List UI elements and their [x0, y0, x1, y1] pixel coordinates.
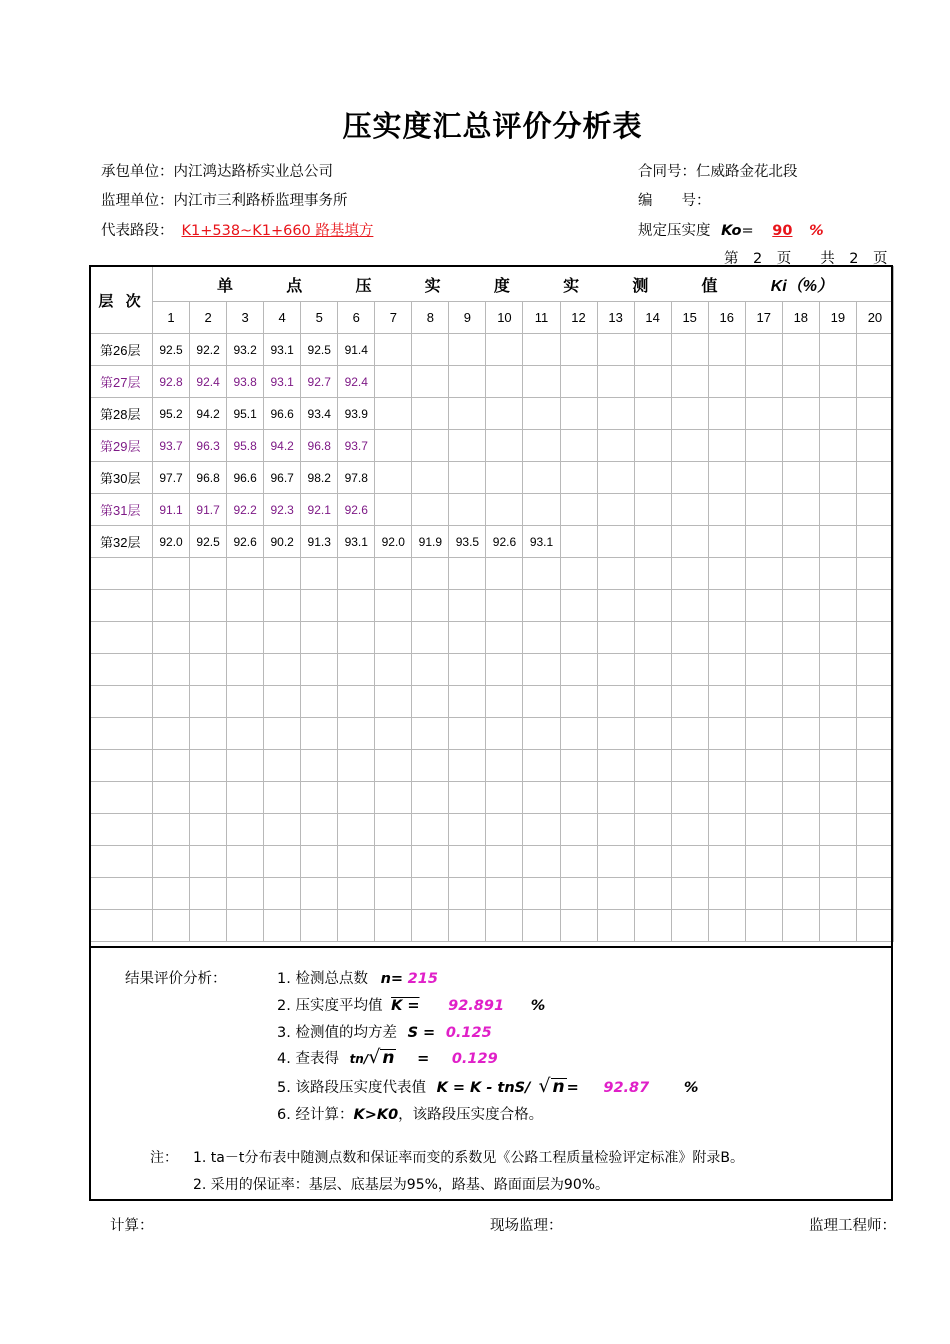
- table-cell: 97.7: [153, 462, 190, 494]
- layer-label: 第27层: [91, 366, 153, 398]
- column-number: 1: [153, 302, 190, 334]
- measure-symbol: Ki（%）: [770, 277, 833, 295]
- item1-value: 215: [407, 971, 438, 987]
- item4-text: 4. 查表得: [277, 1051, 339, 1067]
- standard-symbol: Ko: [721, 223, 742, 239]
- measure-header-char: 度: [493, 277, 510, 295]
- column-number: 5: [301, 302, 338, 334]
- column-number: 11: [523, 302, 560, 334]
- supervisor-value: 内江市三利路桥监理事务所: [173, 193, 348, 209]
- table-cell: 92.2: [190, 334, 227, 366]
- table-cell: 92.6: [338, 494, 375, 526]
- item4-value: 0.129: [451, 1051, 498, 1067]
- table-cell: 93.1: [523, 526, 560, 558]
- supervisor-label: 监理单位：: [101, 193, 174, 209]
- standard-eq: =: [741, 223, 754, 239]
- item5-n: n: [552, 1077, 565, 1097]
- item6-symbol: K>K0: [353, 1107, 399, 1123]
- standard-label: 规定压实度: [638, 223, 711, 239]
- table-cell: 95.2: [153, 398, 190, 430]
- table-cell: 93.1: [264, 366, 301, 398]
- item6-text: 6. 经计算：: [277, 1107, 354, 1123]
- column-number: 9: [449, 302, 486, 334]
- section-label: 代表路段：: [101, 223, 174, 239]
- item2-text: 2. 压实度平均值: [277, 998, 383, 1014]
- item3-symbol: S =: [407, 1025, 436, 1041]
- notes-label: 注：: [150, 1150, 178, 1166]
- table-cell: 93.1: [338, 526, 375, 558]
- supervisor-line: [101, 189, 348, 210]
- table-cell: 93.1: [264, 334, 301, 366]
- table-cell: 96.8: [301, 430, 338, 462]
- contractor-value: 内江鸿达路桥实业总公司: [173, 164, 333, 180]
- table-cell: 92.4: [338, 366, 375, 398]
- item2-symbol: K =: [391, 998, 420, 1014]
- section-value: K1+538~K1+660 路基填方: [181, 223, 374, 239]
- layer-header: 层 次: [91, 267, 153, 334]
- item6-rest: ，该路段压实度合格。: [398, 1107, 544, 1123]
- column-number: 20: [856, 302, 893, 334]
- table-cell: 93.4: [301, 398, 338, 430]
- column-number: 8: [412, 302, 449, 334]
- table-cell: 96.3: [190, 430, 227, 462]
- result-item-1: [277, 967, 438, 988]
- column-number: 14: [634, 302, 671, 334]
- page-title: 压实度汇总评价分析表: [342, 109, 643, 143]
- table-cell: 91.4: [338, 334, 375, 366]
- column-number: 3: [227, 302, 264, 334]
- table-cell: 93.5: [449, 526, 486, 558]
- contractor-line: [101, 160, 333, 181]
- layer-label: 第31层: [91, 494, 153, 526]
- table-cell: 92.5: [153, 334, 190, 366]
- result-label: 结果评价分析：: [125, 971, 227, 987]
- item3-value: 0.125: [445, 1025, 492, 1041]
- layer-label: 第26层: [91, 334, 153, 366]
- table-cell: 92.3: [264, 494, 301, 526]
- footer-engineer: 监理工程师：: [809, 1218, 896, 1234]
- standard-value: 90: [772, 223, 793, 239]
- column-number: 10: [486, 302, 523, 334]
- measure-header-char: 值: [701, 277, 718, 295]
- item4-n: n: [382, 1048, 395, 1068]
- page-indicator: 第 2 页 共 2 页: [724, 251, 888, 267]
- table-cell: 92.0: [153, 526, 190, 558]
- table-cell: 94.2: [190, 398, 227, 430]
- layer-label: 第28层: [91, 398, 153, 430]
- table-cell: 92.5: [301, 334, 338, 366]
- item5-symbol: K = K - tnS/: [436, 1080, 531, 1096]
- table-divider: [89, 946, 893, 948]
- table-cell: 93.2: [227, 334, 264, 366]
- table-cell: 92.8: [153, 366, 190, 398]
- footer-site-supervisor: 现场监理：: [490, 1218, 563, 1234]
- table-cell: 93.8: [227, 366, 264, 398]
- measure-header-char: 点: [286, 277, 303, 295]
- item1-text: 1. 检测总点数: [277, 971, 368, 987]
- contract-value: 仁威路金花北段: [696, 164, 798, 180]
- note-1: 1. ta－t分布表中随测点数和保证率而变的系数见《公路工程质量检验评定标准》附录B。: [193, 1150, 744, 1166]
- number-label: 编 号：: [638, 193, 711, 209]
- column-number: 18: [782, 302, 819, 334]
- table-cell: 91.7: [190, 494, 227, 526]
- result-item-2: [277, 994, 545, 1015]
- item1-symbol: n=: [380, 971, 404, 987]
- table-cell: 96.6: [264, 398, 301, 430]
- table-cell: 90.2: [264, 526, 301, 558]
- result-item-3: [277, 1021, 492, 1042]
- layer-label: 第32层: [91, 526, 153, 558]
- item5-value: 92.87: [603, 1080, 650, 1096]
- table-cell: 96.6: [227, 462, 264, 494]
- column-number: 4: [264, 302, 301, 334]
- item2-unit: %: [530, 998, 546, 1014]
- table-cell: 92.6: [227, 526, 264, 558]
- table-cell: 92.0: [375, 526, 412, 558]
- table-cell: 97.8: [338, 462, 375, 494]
- table-cell: 92.5: [190, 526, 227, 558]
- column-number: 16: [708, 302, 745, 334]
- table-cell: 91.9: [412, 526, 449, 558]
- table-cell: 93.7: [338, 430, 375, 462]
- result-item-6: [277, 1103, 543, 1124]
- measure-header-char: 实: [424, 277, 441, 295]
- table-cell: 93.7: [153, 430, 190, 462]
- item5-unit: %: [683, 1080, 699, 1096]
- result-item-5: 5. 该路段压实度代表值 K = K - tnS/ √ n = 92.87 %: [277, 1075, 699, 1097]
- table-cell: 92.1: [301, 494, 338, 526]
- measure-header-char: 压: [355, 277, 372, 295]
- column-number: 19: [819, 302, 856, 334]
- table-cell: 98.2: [301, 462, 338, 494]
- contract-line: [638, 160, 798, 181]
- table-cell: 91.1: [153, 494, 190, 526]
- item4-eq: =: [417, 1051, 430, 1067]
- item5-eq: =: [566, 1080, 579, 1096]
- table-cell: 96.8: [190, 462, 227, 494]
- table-cell: 92.7: [301, 366, 338, 398]
- table-cell: 96.7: [264, 462, 301, 494]
- column-number: 15: [671, 302, 708, 334]
- result-item-4: 4. 查表得 tn/√ n = 0.129: [277, 1046, 498, 1068]
- layer-label: 第30层: [91, 462, 153, 494]
- footer-calc: 计算：: [110, 1218, 154, 1234]
- standard-line: [638, 219, 824, 240]
- measure-header-char: 实: [563, 277, 580, 295]
- table-cell: 95.1: [227, 398, 264, 430]
- item4-symbol: tn/: [349, 1052, 369, 1066]
- column-number: 6: [338, 302, 375, 334]
- table-cell: 95.8: [227, 430, 264, 462]
- contract-label: 合同号：: [638, 164, 696, 180]
- column-number: 2: [190, 302, 227, 334]
- column-number: 17: [745, 302, 782, 334]
- measure-header-char: 测: [632, 277, 649, 295]
- column-number: 13: [597, 302, 634, 334]
- table-cell: 93.9: [338, 398, 375, 430]
- table-cell: 92.4: [190, 366, 227, 398]
- section-line: [101, 219, 377, 240]
- column-number: 7: [375, 302, 412, 334]
- item3-text: 3. 检测值的均方差: [277, 1025, 397, 1041]
- table-cell: 92.2: [227, 494, 264, 526]
- item5-text: 5. 该路段压实度代表值: [277, 1080, 426, 1096]
- table-cell: 92.6: [486, 526, 523, 558]
- contractor-label: 承包单位：: [101, 164, 174, 180]
- item2-value: 92.891: [448, 998, 505, 1014]
- layer-label: 第29层: [91, 430, 153, 462]
- table-cell: 91.3: [301, 526, 338, 558]
- table-cell: 94.2: [264, 430, 301, 462]
- standard-unit: %: [809, 223, 824, 239]
- column-number: 12: [560, 302, 597, 334]
- note-2: 2. 采用的保证率：基层、底基层为95%，路基、路面面层为90%。: [193, 1177, 610, 1193]
- measure-header-char: 单: [217, 277, 234, 295]
